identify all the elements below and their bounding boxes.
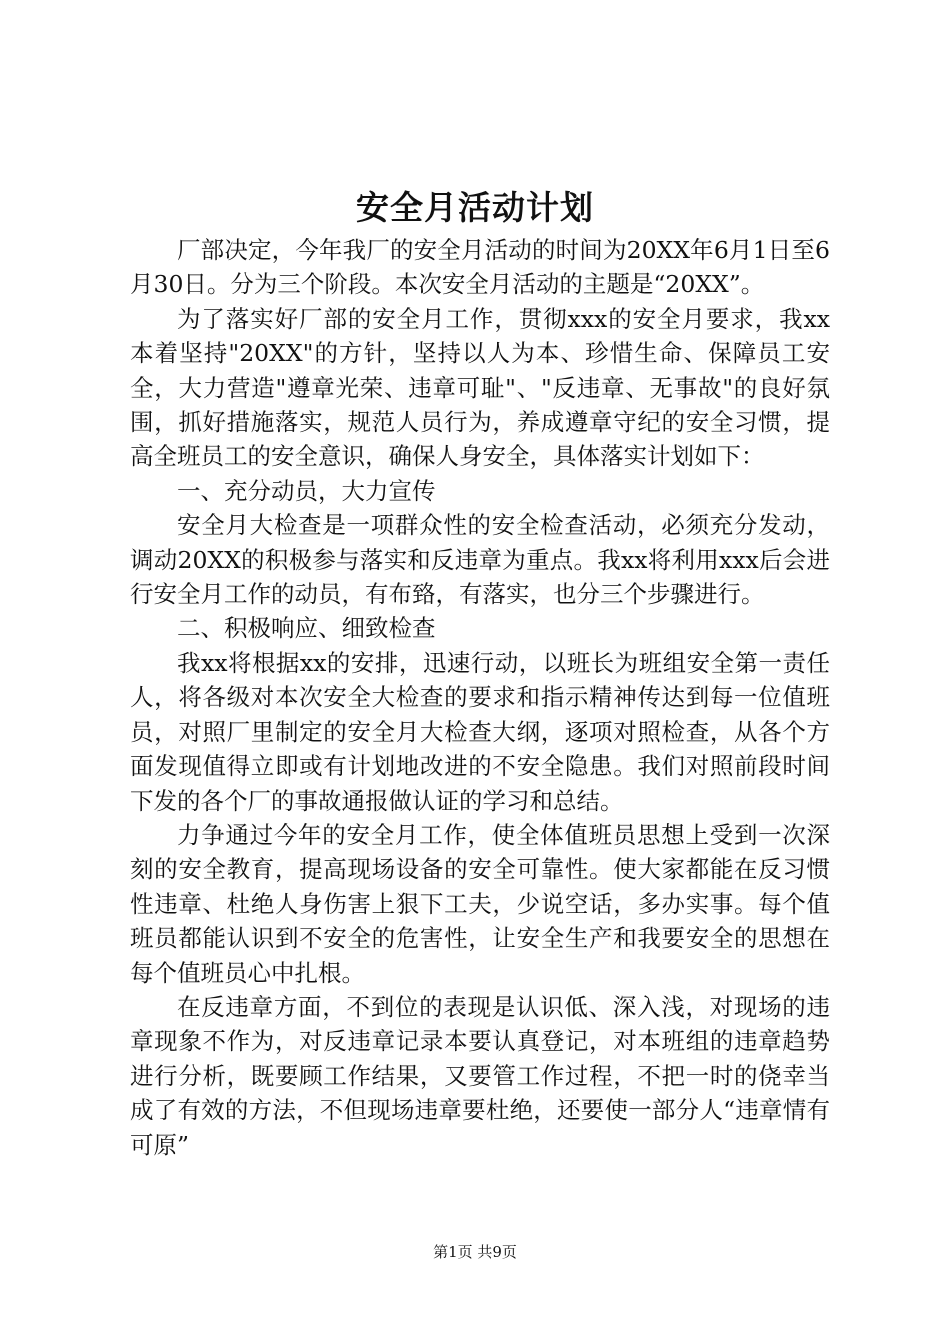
document-body — [130, 233, 830, 1162]
paragraph-purpose: 为了落实好厂部的安全月工作，贯彻xxx的安全月要求，我xx本着坚持"20XX"的方针，坚持以人为本、珍惜生命、保障员工安全，大力营造"遵章光荣、违章可耻"、"反违章、无事故"的良好氛围，抓好措施落实，规范人员行为，养成遵章守纪的安全习惯，提高全班员工的安全意识，确保人身安全，具体落实计划如下： — [130, 304, 830, 471]
page-footer: 第1页 共9页 — [433, 1243, 517, 1261]
section-heading-2: 二、积极响应、细致检查 — [177, 614, 436, 643]
paragraph-section-1: 安全月大检查是一项群众性的安全检查活动，必须充分发动，调动20XX的积极参与落实和反违章为重点。我xx将利用xxx后会进行安全月工作的动员，有布臵，有落实，也分三个步骤进行。 — [130, 511, 830, 609]
paragraph-goal: 力争通过今年的安全月工作，使全体值班员思想上受到一次深刻的安全教育，提高现场设备的安全可靠性。使大家都能在反习惯性违章、杜绝人身伤害上狠下工夫，少说空话，多办实事。每个值班员都能认识到不安全的危害性，让安全生产和我要安全的思想在每个值班员心中扎根。 — [130, 820, 830, 987]
document-title: 安全月活动计划 — [356, 188, 594, 227]
paragraph-intro: 厂部决定，今年我厂的安全月活动的时间为20XX年6月1日至6月30日。分为三个阶段。本次安全月活动的主题是“20XX”。 — [130, 236, 830, 299]
paragraph-section-2: 我xx将根据xx的安排，迅速行动，以班长为班组安全第一责任人，将各级对本次安全大检查的要求和指示精神传达到每一位值班员，对照厂里制定的安全月大检查大纲，逐项对照检查，从各个方面发现值得立即或有计划地改进的不安全隐患。我们对照前段时间下发的各个厂的事故通报做认证的学习和总结。 — [130, 648, 830, 815]
section-heading-1: 一、充分动员，大力宣传 — [177, 476, 436, 505]
paragraph-anti-violation: 在反违章方面，不到位的表现是认识低、深入浅，对现场的违章现象不作为，对反违章记录本要认真登记，对本班组的违章趋势进行分析，既要顾工作结果，又要管工作过程，不把一时的侥幸当成了有效的方法，不但现场违章要杜绝，还要使一部分人“违章情有可原” — [130, 992, 830, 1159]
